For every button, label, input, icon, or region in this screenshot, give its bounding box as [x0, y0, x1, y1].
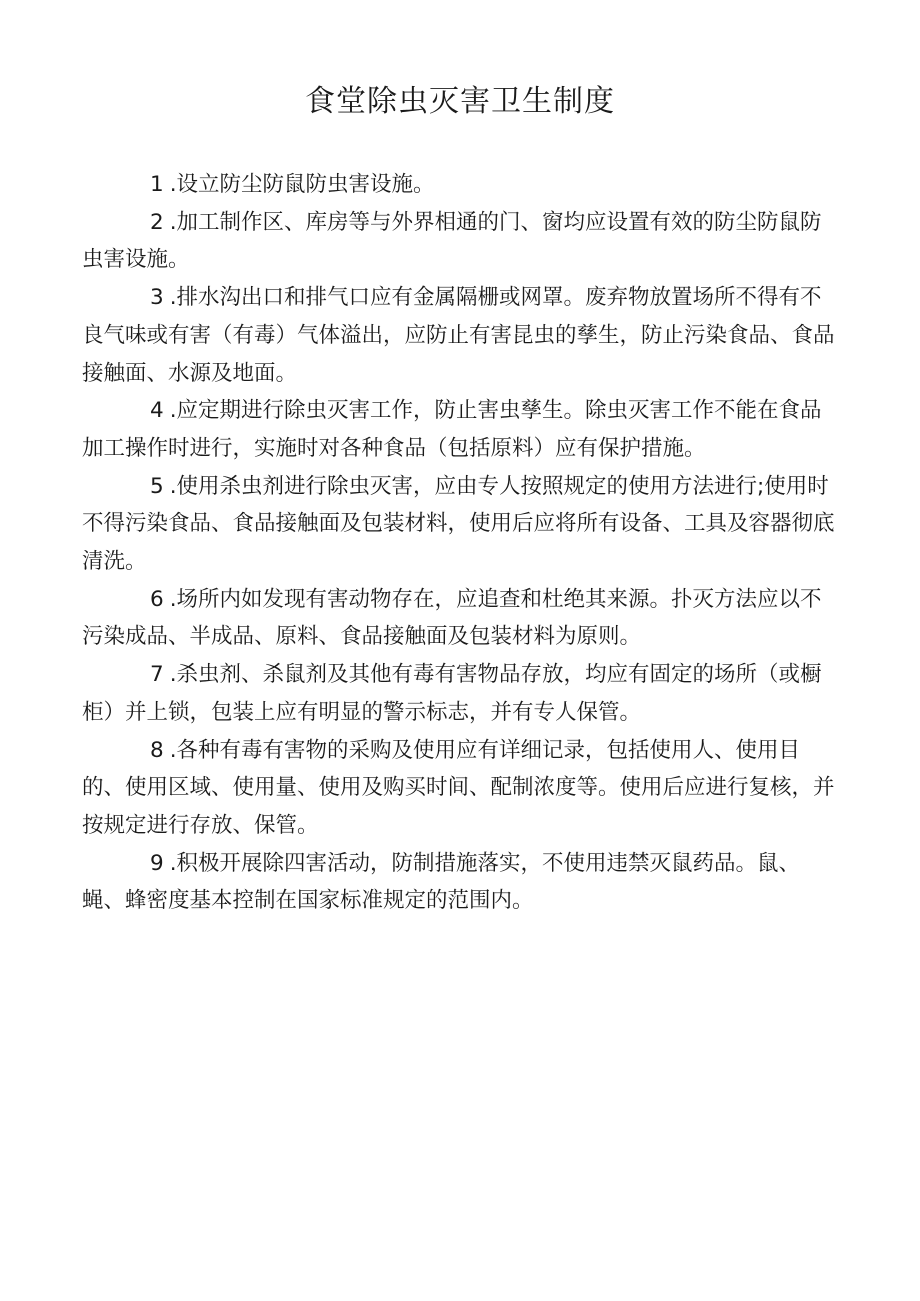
- item-text: .加工制作区、库房等与外界相通的门、窗均应设置有效的防尘防鼠防虫害设施。: [82, 209, 822, 273]
- list-item: [82, 845, 842, 920]
- item-text: .应定期进行除虫灭害工作，防止害虫孳生。除虫灭害工作不能在食品加工操作时进行，实施时对各种食品（包括原料）应有保护措施。: [82, 398, 822, 461]
- item-text: .杀虫剂、杀鼠剂及其他有毒有害物品存放，均应有固定的场所（或橱柜）并上锁，包装上应有明显的警示标志，并有专人保管。: [82, 662, 822, 725]
- item-text: .积极开展除四害活动，防制措施落实，不使用违禁灭鼠药品。鼠、蝇、蜂密度基本控制在国家标准规定的范围内。: [82, 850, 801, 914]
- item-number: 3: [150, 285, 164, 311]
- item-number: 2: [150, 209, 164, 235]
- list-item: [82, 166, 842, 204]
- item-number: 4: [150, 398, 164, 424]
- item-text: .使用杀虫剂进行除虫灭害，应由专人按照规定的使用方法进行;使用时不得污染食品、食品接触面及包装材料，使用后应将所有设备、工具及容器彻底清洗。: [82, 473, 835, 575]
- item-number: 1: [150, 172, 164, 197]
- item-number: 7: [150, 662, 164, 688]
- item-text: .排水沟出口和排气口应有金属隔栅或网罩。废弃物放置场所不得有不良气味或有害（有毒）气体溢出，应防止有害昆虫的孳生，防止污染食品、食品接触面、水源及地面。: [82, 285, 835, 386]
- item-text: .设立防尘防鼠防虫害设施。: [169, 172, 435, 197]
- list-item: [82, 656, 842, 731]
- list-item: [82, 204, 842, 279]
- item-number: 8: [150, 737, 164, 763]
- item-number: 9: [150, 850, 164, 876]
- document-body: [82, 166, 842, 920]
- item-text: .各种有毒有害物的采购及使用应有详细记录，包括使用人、使用目的、使用区域、使用量、使用及购买时间、配制浓度等。使用后应进行复核，并按规定进行存放、保管。: [82, 737, 835, 838]
- item-number: 6: [150, 586, 164, 612]
- list-item: [82, 279, 842, 392]
- list-item: [82, 732, 842, 845]
- list-item: [82, 392, 842, 467]
- list-item: [82, 468, 842, 581]
- item-number: 5: [150, 473, 164, 499]
- item-text: .场所内如发现有害动物存在，应追查和杜绝其来源。扑灭方法应以不污染成品、半成品、原料、食品接触面及包装材料为原则。: [82, 586, 822, 650]
- document-title: 食堂除虫灭害卫生制度: [305, 84, 615, 119]
- list-item: [82, 581, 842, 656]
